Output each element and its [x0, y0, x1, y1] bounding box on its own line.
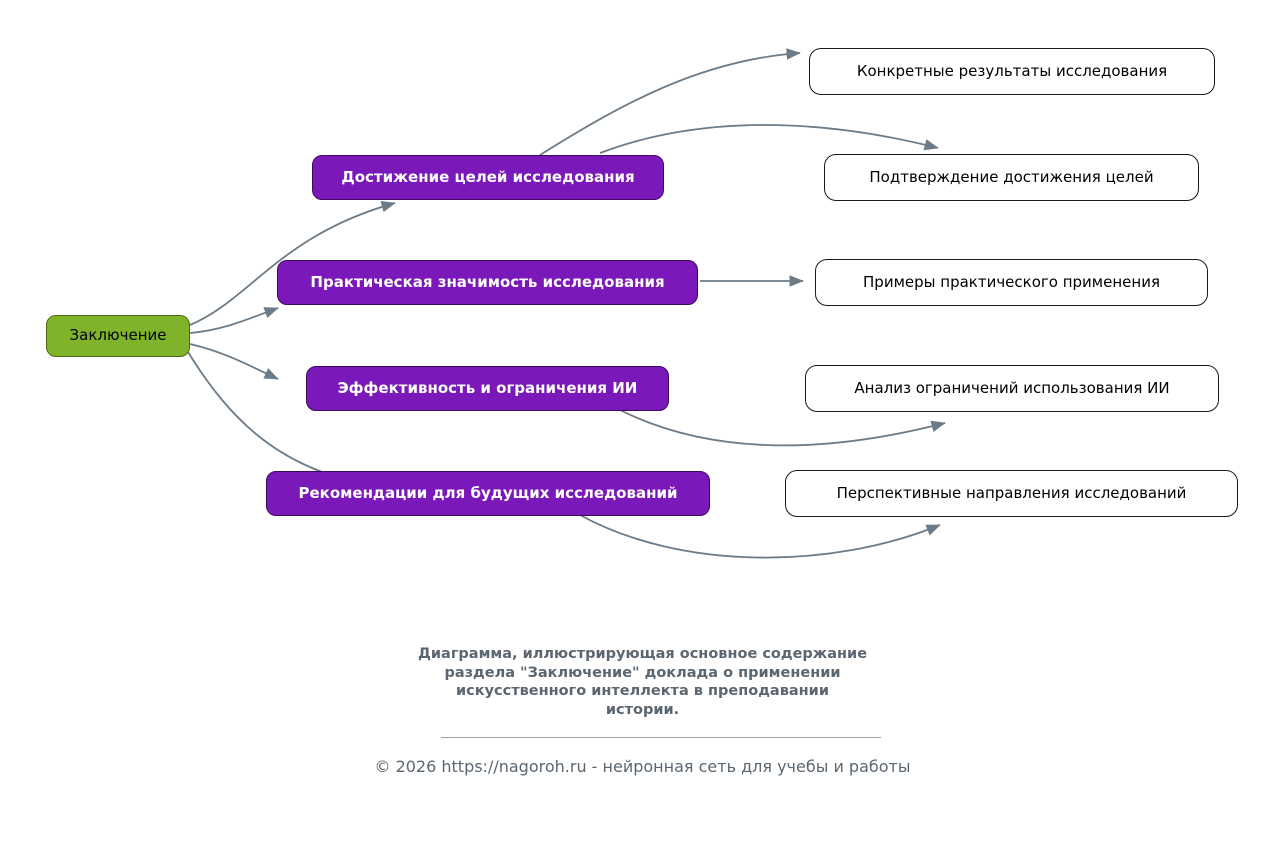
caption-line-3: искусственного интеллекта в преподавании	[455, 683, 830, 700]
footer-credit: © 2026 https://nagoroh.ru - нейронная сеть для учебы и работы	[374, 757, 911, 776]
caption-line-1: Диаграмма, иллюстрирующая основное содержание	[417, 646, 868, 662]
node-leaf-label: Анализ ограничений использования ИИ	[854, 378, 1170, 397]
edge-root-to-branch-3	[190, 344, 278, 379]
footer-divider	[441, 737, 881, 738]
node-leaf-perspektivnye-napravleniya[interactable]	[785, 470, 1238, 517]
node-branch-rekomendacii[interactable]	[266, 471, 710, 516]
node-branch-label: Рекомендации для будущих исследований	[298, 483, 678, 502]
node-branch-dostizhenie-celey[interactable]	[312, 155, 664, 200]
node-root-label: Заключение	[69, 326, 167, 345]
node-branch-effektivnost-ogranicheniya[interactable]	[306, 366, 669, 411]
node-leaf-label: Подтверждение достижения целей	[869, 167, 1154, 186]
node-leaf-label: Конкретные результаты исследования	[856, 61, 1168, 80]
node-leaf-konkretnye-rezultaty[interactable]	[809, 48, 1215, 95]
node-branch-prakticheskaya-znachimost[interactable]	[277, 260, 698, 305]
edge-branch4-to-leaf-1	[580, 515, 940, 558]
node-leaf-primery-primeneniya[interactable]	[815, 259, 1208, 306]
node-root[interactable]	[46, 315, 190, 357]
node-branch-label: Достижение целей исследования	[341, 167, 635, 186]
edge-branch1-to-leaf-2	[600, 125, 938, 153]
node-leaf-analiz-ogranicheniy[interactable]	[805, 365, 1219, 412]
edge-branch1-to-leaf-1	[540, 53, 800, 155]
edge-root-to-branch-2	[190, 308, 278, 333]
node-leaf-podtverzhdenie-celey[interactable]	[824, 154, 1199, 201]
node-leaf-label: Примеры практического применения	[863, 272, 1160, 291]
node-branch-label: Эффективность и ограничения ИИ	[337, 378, 638, 397]
caption-line-4: истории.	[605, 701, 680, 718]
node-leaf-label: Перспективные направления исследований	[836, 483, 1187, 502]
edge-branch3-to-leaf-1	[620, 410, 945, 445]
diagram-caption	[0, 645, 1285, 719]
node-branch-label: Практическая значимость исследования	[310, 272, 665, 291]
caption-line-2: раздела "Заключение" доклада о применении	[444, 664, 841, 681]
